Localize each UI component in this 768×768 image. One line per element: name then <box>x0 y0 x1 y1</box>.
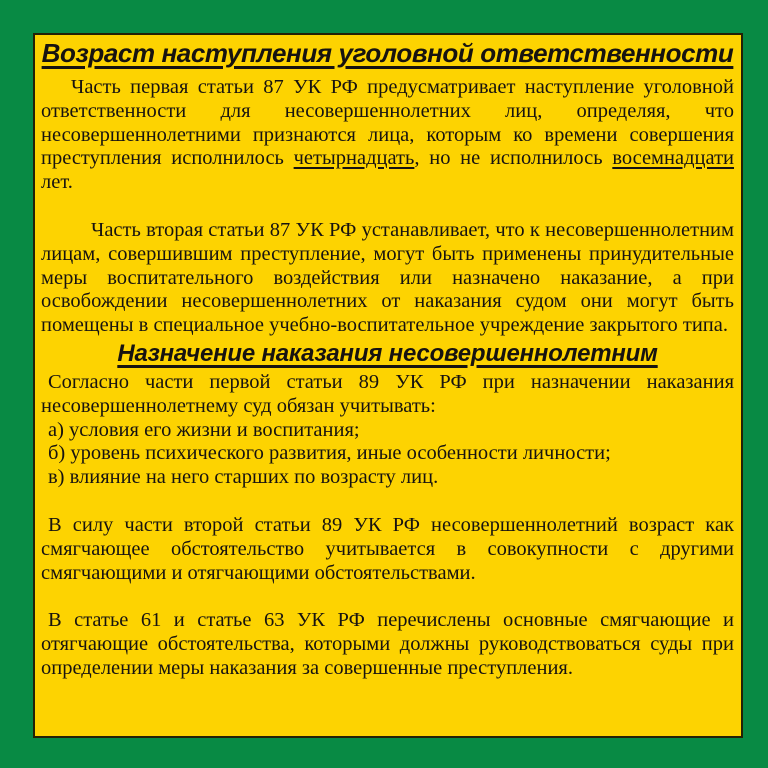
paragraph-articles-61-63: В статье 61 и статье 63 УК РФ перечислены основные смягчающие и отягчающие обстоятельства, которыми должны руководствоваться суды при определении меры наказания за совершенные преступления. <box>41 609 734 679</box>
title-sentencing-of-minors: Назначение наказания несовершеннолетним <box>117 339 658 367</box>
title-age-of-criminal-responsibility: Возраст наступления уголовной ответственности <box>41 38 734 68</box>
paragraph-article-87-part-1: Часть первая статьи 87 УК РФ предусматривает наступление уголовной ответственности для несовершеннолетних лиц, определяя, что несовершеннолетними признаются лица, которым ко времени совершения преступления исполнилось четырнадцать, но не исполнилось восемнадцати лет. <box>41 76 735 194</box>
list-item-a-living-conditions: а) условия его жизни и воспитания; <box>48 418 360 441</box>
list-item-b-mental-development: б) уровень психического развития, иные особенности личности; <box>48 442 611 465</box>
paragraph-article-89-part-1-intro: Согласно части первой статьи 89 УК РФ при назначении наказания несовершеннолетнему суд обязан учитывать: <box>41 370 734 417</box>
list-item-v-influence-of-elders: в) влияние на него старших по возрасту лиц. <box>48 466 439 489</box>
paragraph-article-87-part-2: Часть вторая статьи 87 УК РФ устанавливает, что к несовершеннолетним лицам, совершившим преступление, могут быть применены принудительные меры воспитательного воздействия или назначено наказание, а при освобождении несовершеннолетних от наказания судом они могут быть помещены в специальное учебно-воспитательное учреждение закрытого типа. <box>41 218 734 337</box>
court-considerations-list <box>41 419 734 490</box>
paragraph-article-89-part-2-mitigating: В силу части второй статьи 89 УК РФ несовершеннолетний возраст как смягчающее обстоятельство учитывается в совокупности с другими смягчающими и отягчающими обстоятельствами. <box>41 513 734 584</box>
content-panel <box>33 33 743 738</box>
